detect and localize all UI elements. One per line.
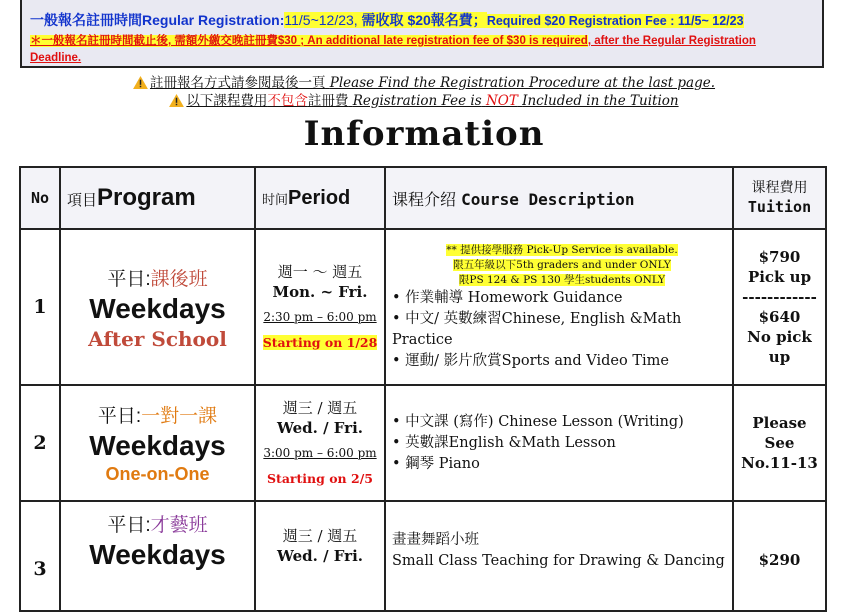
reg-dates: 11/5~12/23, [284, 12, 358, 28]
row-number: 3 [20, 501, 60, 611]
tuition-pickup-price: $790 [758, 248, 801, 266]
tuition-line: No.11-13 [741, 454, 818, 472]
header-tuition-en: Tuition [747, 198, 812, 216]
fee-note-en-red: NOT [485, 93, 518, 109]
description-cell [385, 501, 733, 611]
table-row [20, 501, 826, 611]
pickup-note: ** 提供接學服務 Pick-Up Service is available. [446, 243, 678, 256]
description-item: 畫畫舞蹈小班 [392, 532, 479, 548]
period-time: 3:00 pm – 6:00 pm [263, 445, 377, 460]
description-item: • 中文課 (寫作) Chinese Lesson (Writing) [392, 413, 684, 430]
header-tuition-zh: 课程費用 [751, 180, 808, 196]
description-item: • 鋼琴 Piano [392, 455, 480, 472]
period-start: Starting on 2/5 [267, 470, 373, 486]
period-days-en: Mon. ~ Fri. [272, 282, 368, 301]
tuition-nopickup-price: $640 [758, 308, 801, 326]
program-zh-name: 課後班 [150, 268, 208, 290]
program-zh-prefix: 平日: [97, 406, 142, 427]
warning-icon [133, 76, 148, 89]
late-fee-text: ＊一般報名註冊時間截止後, 需額外繳交晚註冊費$30 ; An additional late registration fee of $30 is required [30, 35, 588, 47]
fee-note-zh-red: 不包含 [267, 93, 308, 109]
procedure-note [0, 74, 848, 92]
period-cell [255, 385, 385, 501]
period-cell [255, 501, 385, 611]
tuition-cell [733, 501, 826, 611]
header-program-en: Program [97, 184, 196, 211]
program-sub: After School [88, 326, 227, 351]
header-program [60, 167, 255, 229]
late-fee-line [30, 33, 814, 67]
page-title: Information [303, 114, 545, 154]
description-item: • 中文/ 英數練習Chinese, English &Math Practice [392, 310, 682, 348]
program-cell [60, 501, 255, 611]
tuition-pickup-label: Pick up [747, 268, 812, 286]
row-number: 1 [20, 229, 60, 385]
header-desc-en: Course Description [461, 189, 635, 209]
tuition-line: See [764, 434, 795, 452]
reg-en: Regular Registration: [142, 12, 285, 28]
program-zh-name: 才藝班 [150, 515, 208, 536]
registration-notice [20, 0, 824, 68]
period-time: 2:30 pm – 6:00 pm [263, 309, 377, 324]
registration-line [30, 10, 814, 30]
fee-note-zh-a: 以下課程費用 [186, 93, 268, 109]
header-no: No [20, 167, 60, 229]
program-zh-prefix: 平日: [107, 268, 151, 290]
program-zh-prefix: 平日: [107, 515, 151, 536]
program-sub: One-on-One [105, 464, 210, 484]
procedure-en: Please Find the Registration Procedure at the last page. [329, 75, 716, 91]
description-item: • 作業輔導 Homework Guidance [392, 289, 623, 306]
fee-note-en-a: Registration Fee is [352, 93, 482, 109]
header-desc-zh: 课程介绍 [392, 189, 462, 209]
late-fee-tail: , after the Regular Registration [587, 35, 756, 47]
late-fee-deadline: Deadline. [30, 52, 82, 64]
tuition-cell [733, 385, 826, 501]
description-item: Small Class Teaching for Drawing & Dancing [392, 553, 725, 569]
header-period [255, 167, 385, 229]
period-cell [255, 229, 385, 385]
program-cell [60, 385, 255, 501]
program-cell [60, 229, 255, 385]
tuition-divider: ------------ [742, 288, 817, 306]
program-en: Weekdays [89, 292, 226, 324]
table-row [20, 385, 826, 501]
program-table [19, 166, 827, 612]
program-zh [61, 510, 254, 537]
period-days-zh: 週一 ～ 週五 [277, 262, 363, 281]
header-program-zh: 項目 [67, 192, 98, 209]
reg-zh: 一般報名註冊時間 [30, 12, 142, 28]
header-description [385, 167, 733, 229]
tuition-nopickup-label: No pick up [747, 328, 812, 366]
period-days-en: Wed. / Fri. [276, 547, 363, 565]
program-zh [61, 401, 254, 428]
program-zh [61, 264, 254, 291]
tuition-line: Please [752, 414, 807, 432]
tuition-price: $290 [758, 551, 801, 569]
program-en: Weekdays [89, 539, 226, 570]
reg-fee-zh: 需收取 $20報名費； [357, 12, 487, 28]
pickup-grade: 限五年級以下5th graders and under ONLY [453, 258, 671, 271]
fee-note-en-b: Included in the Tuition [522, 93, 679, 109]
period-days-zh: 週三 / 週五 [282, 398, 358, 417]
program-zh-name: 一對一課 [141, 406, 218, 427]
description-cell [385, 385, 733, 501]
table-row [20, 229, 826, 385]
procedure-zh: 註冊報名方式請參閱最後一頁 [149, 75, 326, 91]
period-days-en: Wed. / Fri. [276, 418, 363, 437]
fee-note [0, 92, 848, 110]
pickup-school: 限PS 124 & PS 130 學生students ONLY [458, 273, 666, 286]
period-days-zh: 週三 / 週五 [282, 527, 358, 545]
header-period-en: Period [288, 186, 351, 209]
row-number: 2 [20, 385, 60, 501]
program-en: Weekdays [89, 430, 226, 461]
description-cell [385, 229, 733, 385]
description-item: • 運動/ 影片欣賞Sports and Video Time [392, 352, 669, 369]
warning-icon [169, 94, 184, 107]
tuition-cell [733, 229, 826, 385]
description-item: • 英數課English &Math Lesson [392, 434, 616, 451]
header-tuition [733, 167, 826, 229]
header-period-zh: 时间 [262, 191, 289, 207]
period-start: Starting on 1/28 [262, 334, 378, 350]
table-header [20, 167, 826, 229]
fee-note-zh-b: 註冊費 [307, 93, 349, 109]
reg-fee-en: Required $20 Registration Fee : 11/5~ 12/23 [486, 14, 744, 28]
